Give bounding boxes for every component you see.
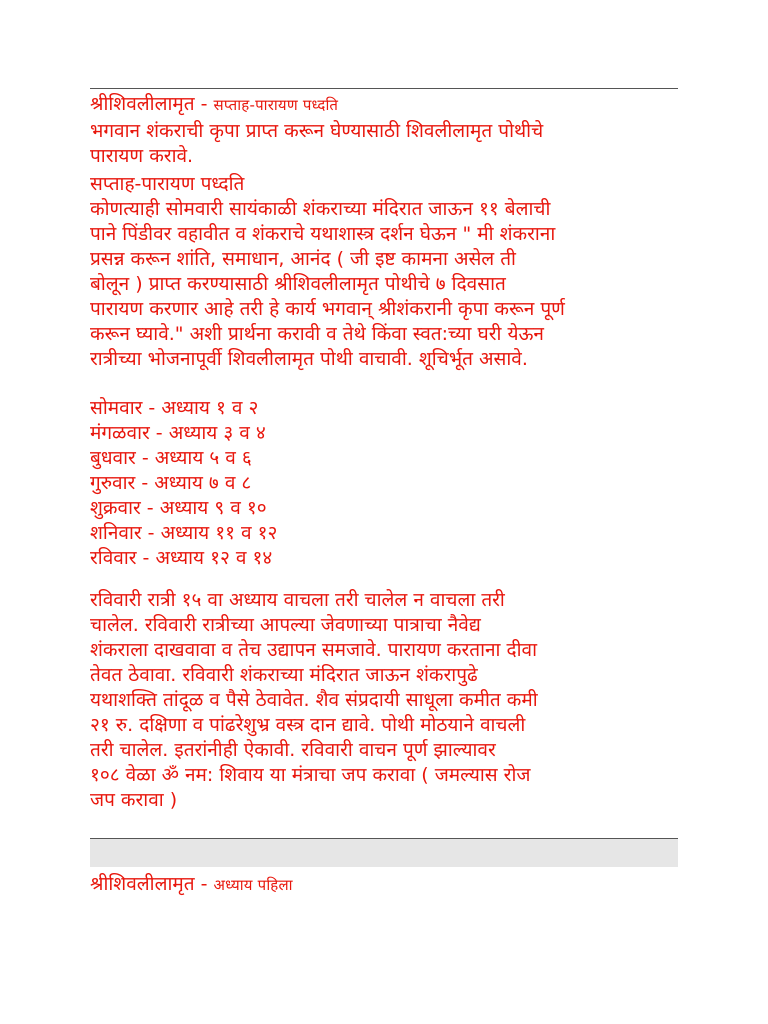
method-line: करून घ्यावे." अशी प्रार्थना करावी व तेथे किंवा स्वत:च्या घरी येऊन bbox=[90, 323, 544, 345]
schedule-sunday: रविवार - अध्याय १२ व १४ bbox=[90, 547, 273, 569]
method-line: बोलून ) प्राप्त करण्यासाठी श्रीशिवलीलामृत पोथीचे ७ दिवसात bbox=[90, 273, 506, 295]
closing-line: तरी चालेल. इतरांनीही ऐकावी. रविवारी वाचन पूर्ण झाल्यावर bbox=[90, 739, 496, 761]
section-title-sub: सप्ताह-पारायण पध्दति bbox=[213, 96, 339, 114]
section-title-main: श्रीशिवलीलामृत - bbox=[90, 93, 214, 115]
closing-line: तेवत ठेवावा. रविवारी शंकराच्या मंदिरात जाऊन शंकरापुढे bbox=[90, 664, 478, 686]
closing-line: यथाशक्ति तांदूळ व पैसे ठेवावेत. शैव संप्रदायी साधूला कमीत कमी bbox=[90, 689, 538, 711]
schedule-monday: सोमवार - अध्याय १ व २ bbox=[90, 397, 259, 419]
intro-line: भगवान शंकराची कृपा प्राप्त करून घेण्यासाठी शिवलीलामृत पोथीचे bbox=[90, 120, 544, 142]
method-line: कोणत्याही सोमवारी सायंकाळी शंकराच्या मंदिरात जाऊन ११ बेलाची bbox=[90, 198, 551, 220]
method-line: प्रसन्न करून शांति, समाधान, आनंद ( जी इष्ट कामना असेल ती bbox=[90, 248, 516, 270]
closing-line: १०८ वेळा ॐ नम: शिवाय या मंत्राचा जप करावा ( जमल्यास रोज bbox=[90, 764, 531, 786]
schedule-wednesday: बुधवार - अध्याय ५ व ६ bbox=[90, 447, 252, 469]
intro-paragraph bbox=[90, 119, 678, 169]
closing-line: चालेल. रविवारी रात्रीच्या आपल्या जेवणाच्या पात्राचा नैवेद्य bbox=[90, 614, 481, 636]
divider-band bbox=[90, 839, 678, 867]
schedule-thursday: गुरुवार - अध्याय ७ व ८ bbox=[90, 472, 252, 494]
schedule-friday: शुक्रवार - अध्याय ९ व १० bbox=[90, 497, 267, 519]
method-heading bbox=[90, 172, 678, 197]
intro-line: पारायण करावे. bbox=[90, 145, 194, 167]
closing-paragraph bbox=[90, 588, 678, 813]
section-title bbox=[90, 92, 678, 118]
next-section-title-sub: अध्याय पहिला bbox=[213, 876, 293, 894]
next-section-title-main: श्रीशिवलीलामृत - bbox=[90, 873, 214, 895]
method-line: पाने पिंडीवर वहावीत व शंकराचे यथाशास्त्र दर्शन घेऊन " मी शंकराना bbox=[90, 223, 556, 245]
schedule-saturday: शनिवार - अध्याय ११ व १२ bbox=[90, 522, 278, 544]
closing-line: रविवारी रात्री १५ वा अध्याय वाचला तरी चालेल न वाचला तरी bbox=[90, 589, 505, 611]
method-line: रात्रीच्या भोजनापूर्वी शिवलीलामृत पोथी वाचावी. शूचिर्भूत असावे. bbox=[90, 348, 528, 370]
method-heading-text: सप्ताह-पारायण पध्दति bbox=[90, 173, 245, 195]
closing-line: शंकराला दाखवावा व तेच उद्यापन समजावे. पारायण करताना दीवा bbox=[90, 639, 538, 661]
closing-line: २१ रु. दक्षिणा व पांढरेशुभ्र वस्त्र दान द्यावे. पोथी मोठयाने वाचली bbox=[90, 714, 526, 736]
top-divider bbox=[90, 88, 678, 89]
method-line: पारायण करणार आहे तरी हे कार्य भगवान् श्रीशंकरानी कृपा करून पूर्ण bbox=[90, 298, 565, 320]
method-paragraph bbox=[90, 197, 678, 372]
weekly-schedule bbox=[90, 396, 678, 571]
schedule-tuesday: मंगळवार - अध्याय ३ व ४ bbox=[90, 422, 266, 444]
next-section-title bbox=[90, 872, 678, 898]
closing-line: जप करावा ) bbox=[90, 789, 178, 811]
